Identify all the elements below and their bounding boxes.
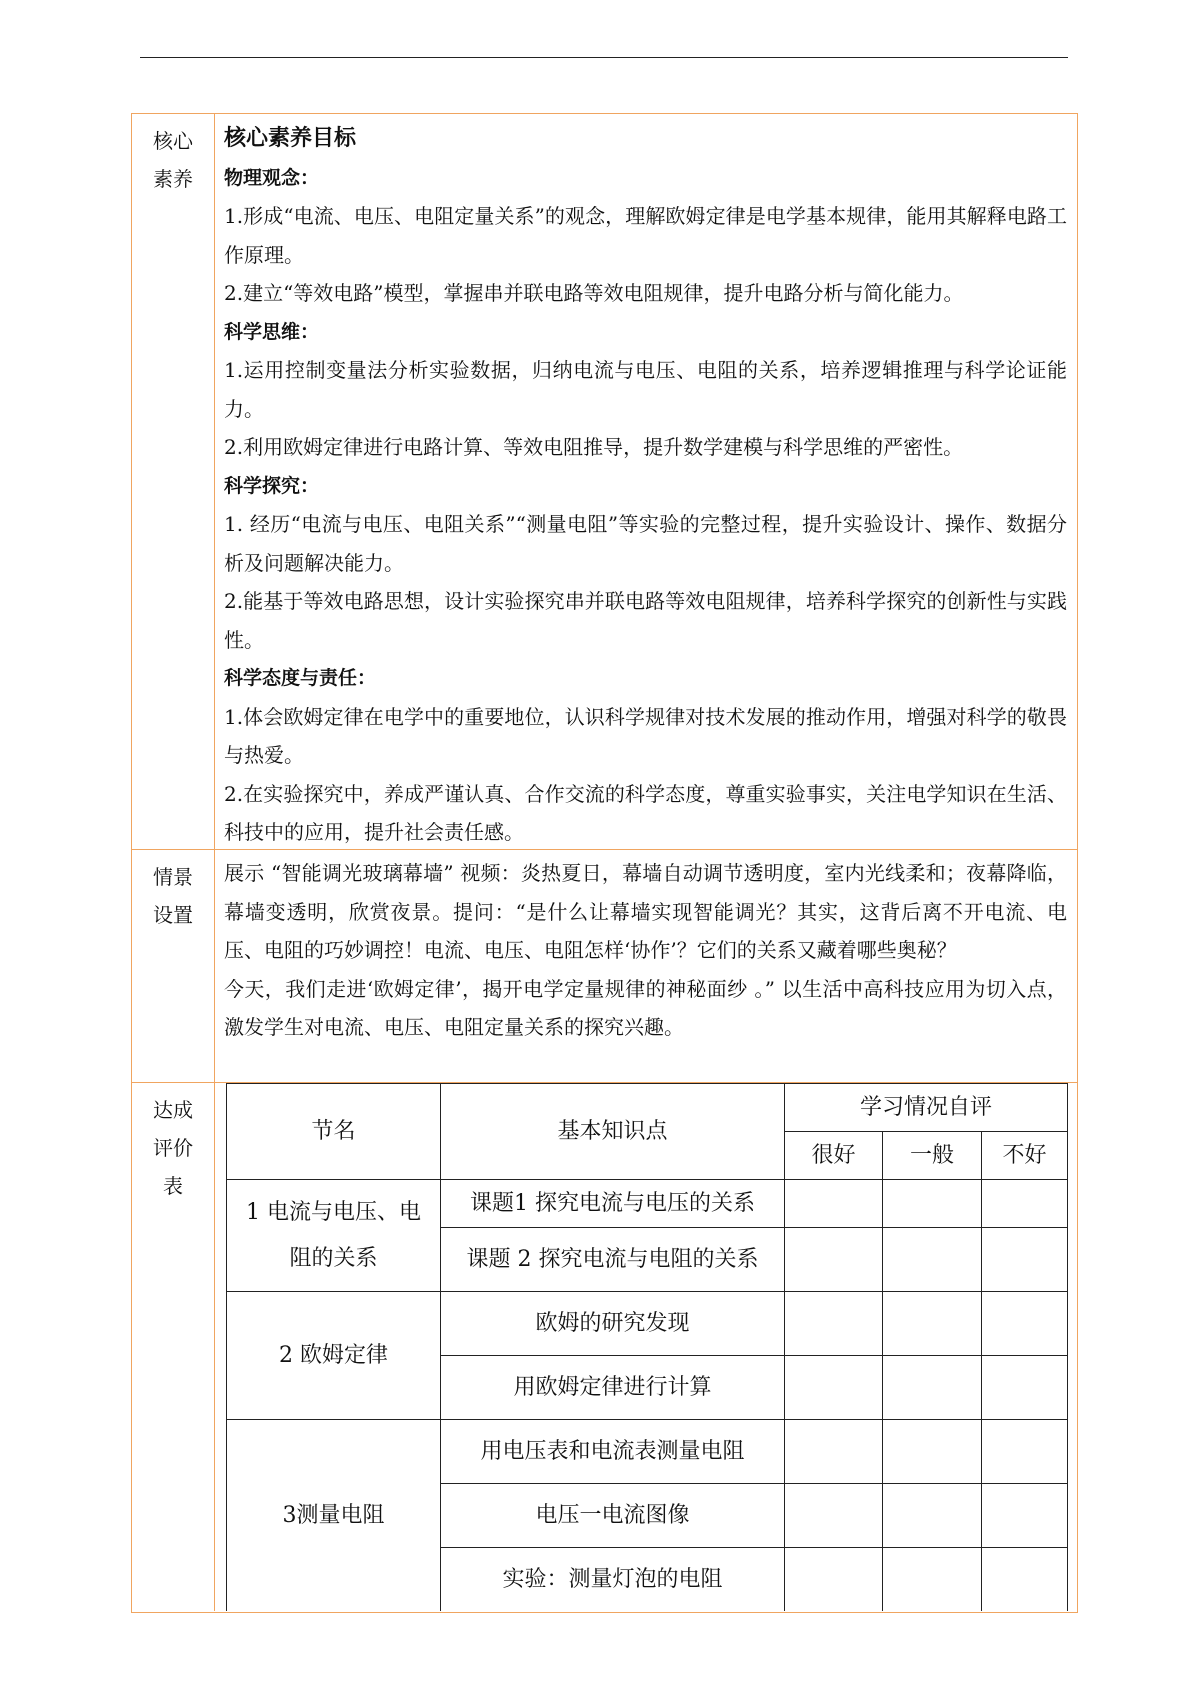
- rating-cell-poor[interactable]: [982, 1548, 1068, 1612]
- rating-cell-average[interactable]: [883, 1548, 982, 1612]
- rating-cell-poor[interactable]: [982, 1180, 1068, 1228]
- section-heading: 科学思维：: [224, 320, 320, 343]
- header-knowledge: 基本知识点: [441, 1084, 785, 1180]
- objective-item: 1.形成“电流、电压、电阻定量关系”的观念，理解欧姆定律是电学基本规律，能用其解释电路工作原理。: [224, 204, 1067, 267]
- rating-cell-poor[interactable]: [982, 1420, 1068, 1484]
- rating-cell-very-good[interactable]: [785, 1484, 883, 1548]
- knowledge-point-cell: 课题 2 探究电流与电阻的关系: [441, 1228, 785, 1292]
- knowledge-point-cell: 用欧姆定律进行计算: [441, 1356, 785, 1420]
- scenario-label-line1: 情景: [153, 865, 193, 889]
- scenario-label-line2: 设置: [153, 903, 193, 927]
- objective-item: 2.能基于等效电路思想，设计实验探究串并联电路等效电阻规律，培养科学探究的创新性与实践性。: [224, 589, 1067, 652]
- core-literacy-label: [132, 114, 215, 849]
- rating-cell-very-good[interactable]: [785, 1356, 883, 1420]
- knowledge-point-cell: 欧姆的研究发现: [441, 1292, 785, 1356]
- evaluation-label: [132, 1083, 215, 1611]
- table-header-row: [227, 1084, 1068, 1132]
- evaluation-row: [132, 1083, 1077, 1612]
- scenario-row: [132, 850, 1077, 1082]
- evaluation-wrap: [132, 1083, 1077, 1611]
- level-very-good: 很好: [785, 1132, 883, 1180]
- core-label-line1: 核心: [153, 129, 193, 153]
- objective-item: 1. 经历“电流与电压、电阻关系”“测量电阻”等实验的完整过程，提升实验设计、操作、数据分析及问题解决能力。: [224, 512, 1067, 575]
- section-heading: 科学态度与责任：: [224, 667, 377, 689]
- header-rule: [140, 57, 1068, 58]
- level-average: 一般: [883, 1132, 982, 1180]
- rating-cell-very-good[interactable]: [785, 1420, 883, 1484]
- table-row: [227, 1180, 1068, 1228]
- evaluation-label-line2: 评价: [153, 1136, 193, 1160]
- section-name-cell: 2 欧姆定律: [227, 1292, 441, 1420]
- rating-cell-very-good[interactable]: [785, 1180, 883, 1228]
- rating-cell-average[interactable]: [883, 1292, 982, 1356]
- rating-cell-poor[interactable]: [982, 1356, 1068, 1420]
- rating-cell-average[interactable]: [883, 1420, 982, 1484]
- section-heading: 物理观念：: [224, 166, 320, 189]
- rating-cell-very-good[interactable]: [785, 1228, 883, 1292]
- rating-cell-average[interactable]: [883, 1180, 982, 1228]
- scenario-label: [132, 850, 215, 1082]
- core-label-line2: 素养: [153, 167, 193, 191]
- level-poor: 不好: [982, 1132, 1068, 1180]
- scenario-paragraph: 展示 “智能调光玻璃幕墙” 视频：炎热夏日，幕墙自动调节透明度，室内光线柔和；夜幕降临，幕墙变透明，欣赏夜景。提问：“是什么让幕墙实现智能调光？其实，这背后离不开电流、电压、电阻的巧妙调控！电流、电压、电阻怎样‘协作’？它们的关系又藏着哪些奥秘？: [224, 861, 1067, 962]
- objective-item: 2.利用欧姆定律进行电路计算、等效电阻推导，提升数学建模与科学思维的严密性。: [224, 435, 964, 459]
- objective-item: 1.运用控制变量法分析实验数据，归纳电流与电压、电阻的关系，培养逻辑推理与科学论证能力。: [224, 358, 1067, 421]
- rating-cell-average[interactable]: [883, 1484, 982, 1548]
- objective-item: 2.在实验探究中，养成严谨认真、合作交流的科学态度，尊重实验事实，关注电学知识在生活、科技中的应用，提升社会责任感。: [224, 781, 1067, 844]
- rating-cell-poor[interactable]: [982, 1292, 1068, 1356]
- core-title: 核心素养目标: [224, 126, 357, 151]
- evaluation-table: [226, 1083, 1068, 1611]
- objective-item: 2.建立“等效电路”模型，掌握串并联电路等效电阻规律，提升电路分析与简化能力。: [224, 281, 964, 305]
- rating-cell-average[interactable]: [883, 1356, 982, 1420]
- evaluation-label-line3: 表: [163, 1174, 183, 1198]
- section-heading: 科学探究：: [224, 474, 320, 497]
- scenario-paragraph: 今天，我们走进‘欧姆定律’，揭开电学定量规律的神秘面纱 。” 以生活中高科技应用为切入点，激发学生对电流、电压、电阻定量关系的探究兴趣。: [224, 976, 1067, 1039]
- header-self-eval: 学习情况自评: [785, 1084, 1068, 1132]
- table-row: [227, 1420, 1068, 1484]
- objective-item: 1.体会欧姆定律在电学中的重要地位，认识科学规律对技术发展的推动作用，增强对科学的敬畏与热爱。: [224, 704, 1067, 767]
- core-literacy-content: [224, 120, 1067, 852]
- rating-cell-very-good[interactable]: [785, 1548, 883, 1612]
- header-section-name: 节名: [227, 1084, 441, 1180]
- knowledge-point-cell: 用电压表和电流表测量电阻: [441, 1420, 785, 1484]
- evaluation-label-line1: 达成: [153, 1098, 193, 1122]
- rating-cell-average[interactable]: [883, 1228, 982, 1292]
- knowledge-point-cell: 实验：测量灯泡的电阻: [441, 1548, 785, 1612]
- section-name-cell: 3测量电阻: [227, 1420, 441, 1612]
- table-row: [227, 1292, 1068, 1356]
- lesson-table: [131, 113, 1078, 1613]
- rating-cell-very-good[interactable]: [785, 1292, 883, 1356]
- rating-cell-poor[interactable]: [982, 1484, 1068, 1548]
- core-literacy-row: [132, 114, 1077, 849]
- knowledge-point-cell: 电压一电流图像: [441, 1484, 785, 1548]
- knowledge-point-cell: 课题1 探究电流与电压的关系: [441, 1180, 785, 1228]
- section-name-cell: 1 电流与电压、电阻的关系: [227, 1180, 441, 1292]
- scenario-content: [224, 854, 1067, 1047]
- rating-cell-poor[interactable]: [982, 1228, 1068, 1292]
